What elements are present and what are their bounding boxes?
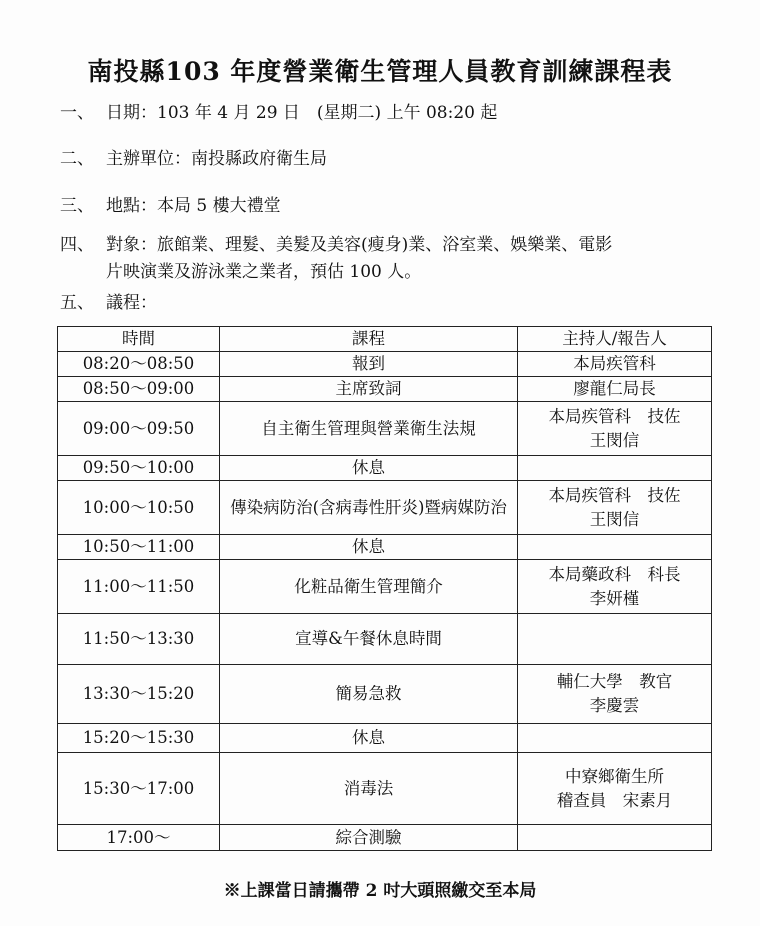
host-cell bbox=[518, 456, 712, 481]
host-line: 本局疾管科 技佐 bbox=[548, 406, 681, 426]
item-text: 地點：本局 5 樓大禮堂 bbox=[106, 196, 281, 216]
schedule-table bbox=[57, 326, 712, 851]
item-text-continued: 片映演業及游泳業之業者，預估 100 人。 bbox=[106, 262, 422, 282]
table-row bbox=[58, 560, 712, 614]
time-cell: 13:30～15:20 bbox=[58, 665, 220, 724]
item-number: 二、 bbox=[60, 149, 94, 169]
host-cell bbox=[518, 825, 712, 851]
item-text: 日期：103 年 4 月 29 日 (星期二) 上午 08:20 起 bbox=[106, 103, 498, 123]
host-cell bbox=[518, 665, 712, 724]
time-cell: 11:50～13:30 bbox=[58, 614, 220, 665]
item-number: 五、 bbox=[60, 293, 94, 313]
column-header-course: 課程 bbox=[220, 327, 518, 352]
course-cell: 休息 bbox=[220, 535, 518, 560]
table-row bbox=[58, 456, 712, 481]
item-text: 議程： bbox=[106, 293, 157, 313]
time-cell: 17:00～ bbox=[58, 825, 220, 851]
host-cell bbox=[518, 560, 712, 614]
course-cell: 化粧品衛生管理簡介 bbox=[220, 560, 518, 614]
info-date bbox=[60, 100, 497, 127]
time-cell: 08:20～08:50 bbox=[58, 352, 220, 377]
course-cell: 消毒法 bbox=[220, 753, 518, 825]
info-agenda bbox=[60, 290, 157, 317]
time-cell: 11:00～11:50 bbox=[58, 560, 220, 614]
table-row bbox=[58, 481, 712, 535]
host-line: 中寮鄉衛生所 bbox=[565, 766, 664, 786]
table-row bbox=[58, 352, 712, 377]
course-cell: 宣導&午餐休息時間 bbox=[220, 614, 518, 665]
info-audience bbox=[60, 232, 612, 286]
course-cell: 自主衛生管理與營業衛生法規 bbox=[220, 402, 518, 456]
table-row bbox=[58, 753, 712, 825]
time-cell: 10:00～10:50 bbox=[58, 481, 220, 535]
host-cell bbox=[518, 753, 712, 825]
course-cell: 簡易急救 bbox=[220, 665, 518, 724]
host-cell bbox=[518, 614, 712, 665]
host-line: 輔仁大學 教官 bbox=[556, 672, 673, 691]
table-header-row bbox=[58, 327, 712, 352]
item-text: 主辦單位：南投縣政府衛生局 bbox=[106, 149, 327, 169]
time-cell: 08:50～09:00 bbox=[58, 377, 220, 402]
item-number: 四、 bbox=[60, 235, 94, 255]
host-line: 本局疾管科 bbox=[573, 354, 656, 373]
table-row bbox=[58, 665, 712, 724]
footer-note: ※上課當日請攜帶 2 吋大頭照繳交至本局 bbox=[223, 881, 537, 901]
info-organizer bbox=[60, 146, 327, 173]
table-row bbox=[58, 402, 712, 456]
host-line: 李妍槿 bbox=[589, 588, 640, 608]
course-cell: 休息 bbox=[220, 456, 518, 481]
host-cell bbox=[518, 724, 712, 753]
table-row bbox=[58, 377, 712, 402]
host-line: 本局疾管科 技佐 bbox=[548, 485, 681, 505]
course-cell: 報到 bbox=[220, 352, 518, 377]
course-cell: 主席致詞 bbox=[220, 377, 518, 402]
host-cell bbox=[518, 481, 712, 535]
host-cell bbox=[518, 535, 712, 560]
host-line: 廖龍仁局長 bbox=[573, 379, 656, 398]
time-cell: 15:30～17:00 bbox=[58, 753, 220, 825]
time-cell: 10:50～11:00 bbox=[58, 535, 220, 560]
info-location bbox=[60, 193, 281, 220]
time-cell: 09:00～09:50 bbox=[58, 402, 220, 456]
course-cell: 休息 bbox=[220, 724, 518, 753]
time-cell: 09:50～10:00 bbox=[58, 456, 220, 481]
item-text: 對象：旅館業、理髮、美髮及美容(瘦身)業、浴室業、娛樂業、電影 bbox=[106, 235, 613, 255]
host-cell bbox=[518, 352, 712, 377]
course-cell: 傳染病防治(含病毒性肝炎)暨病媒防治 bbox=[220, 481, 518, 535]
page-title: 南投縣103 年度營業衛生管理人員教育訓練課程表 bbox=[87, 57, 673, 86]
host-line: 稽查員 宋素月 bbox=[556, 790, 673, 810]
item-number: 三、 bbox=[60, 196, 94, 216]
host-cell bbox=[518, 402, 712, 456]
course-cell: 綜合測驗 bbox=[220, 825, 518, 851]
host-line: 本局藥政科 科長 bbox=[548, 564, 681, 584]
table-row bbox=[58, 825, 712, 851]
host-line: 王閔信 bbox=[589, 430, 640, 450]
table-row bbox=[58, 724, 712, 753]
table-row bbox=[58, 614, 712, 665]
host-line: 李慶雲 bbox=[589, 696, 640, 715]
time-cell: 15:20～15:30 bbox=[58, 724, 220, 753]
column-header-host: 主持人/報告人 bbox=[518, 327, 712, 352]
table-row bbox=[58, 535, 712, 560]
column-header-time: 時間 bbox=[58, 327, 220, 352]
host-cell bbox=[518, 377, 712, 402]
host-line: 王閔信 bbox=[589, 509, 640, 529]
item-number: 一、 bbox=[60, 103, 94, 123]
